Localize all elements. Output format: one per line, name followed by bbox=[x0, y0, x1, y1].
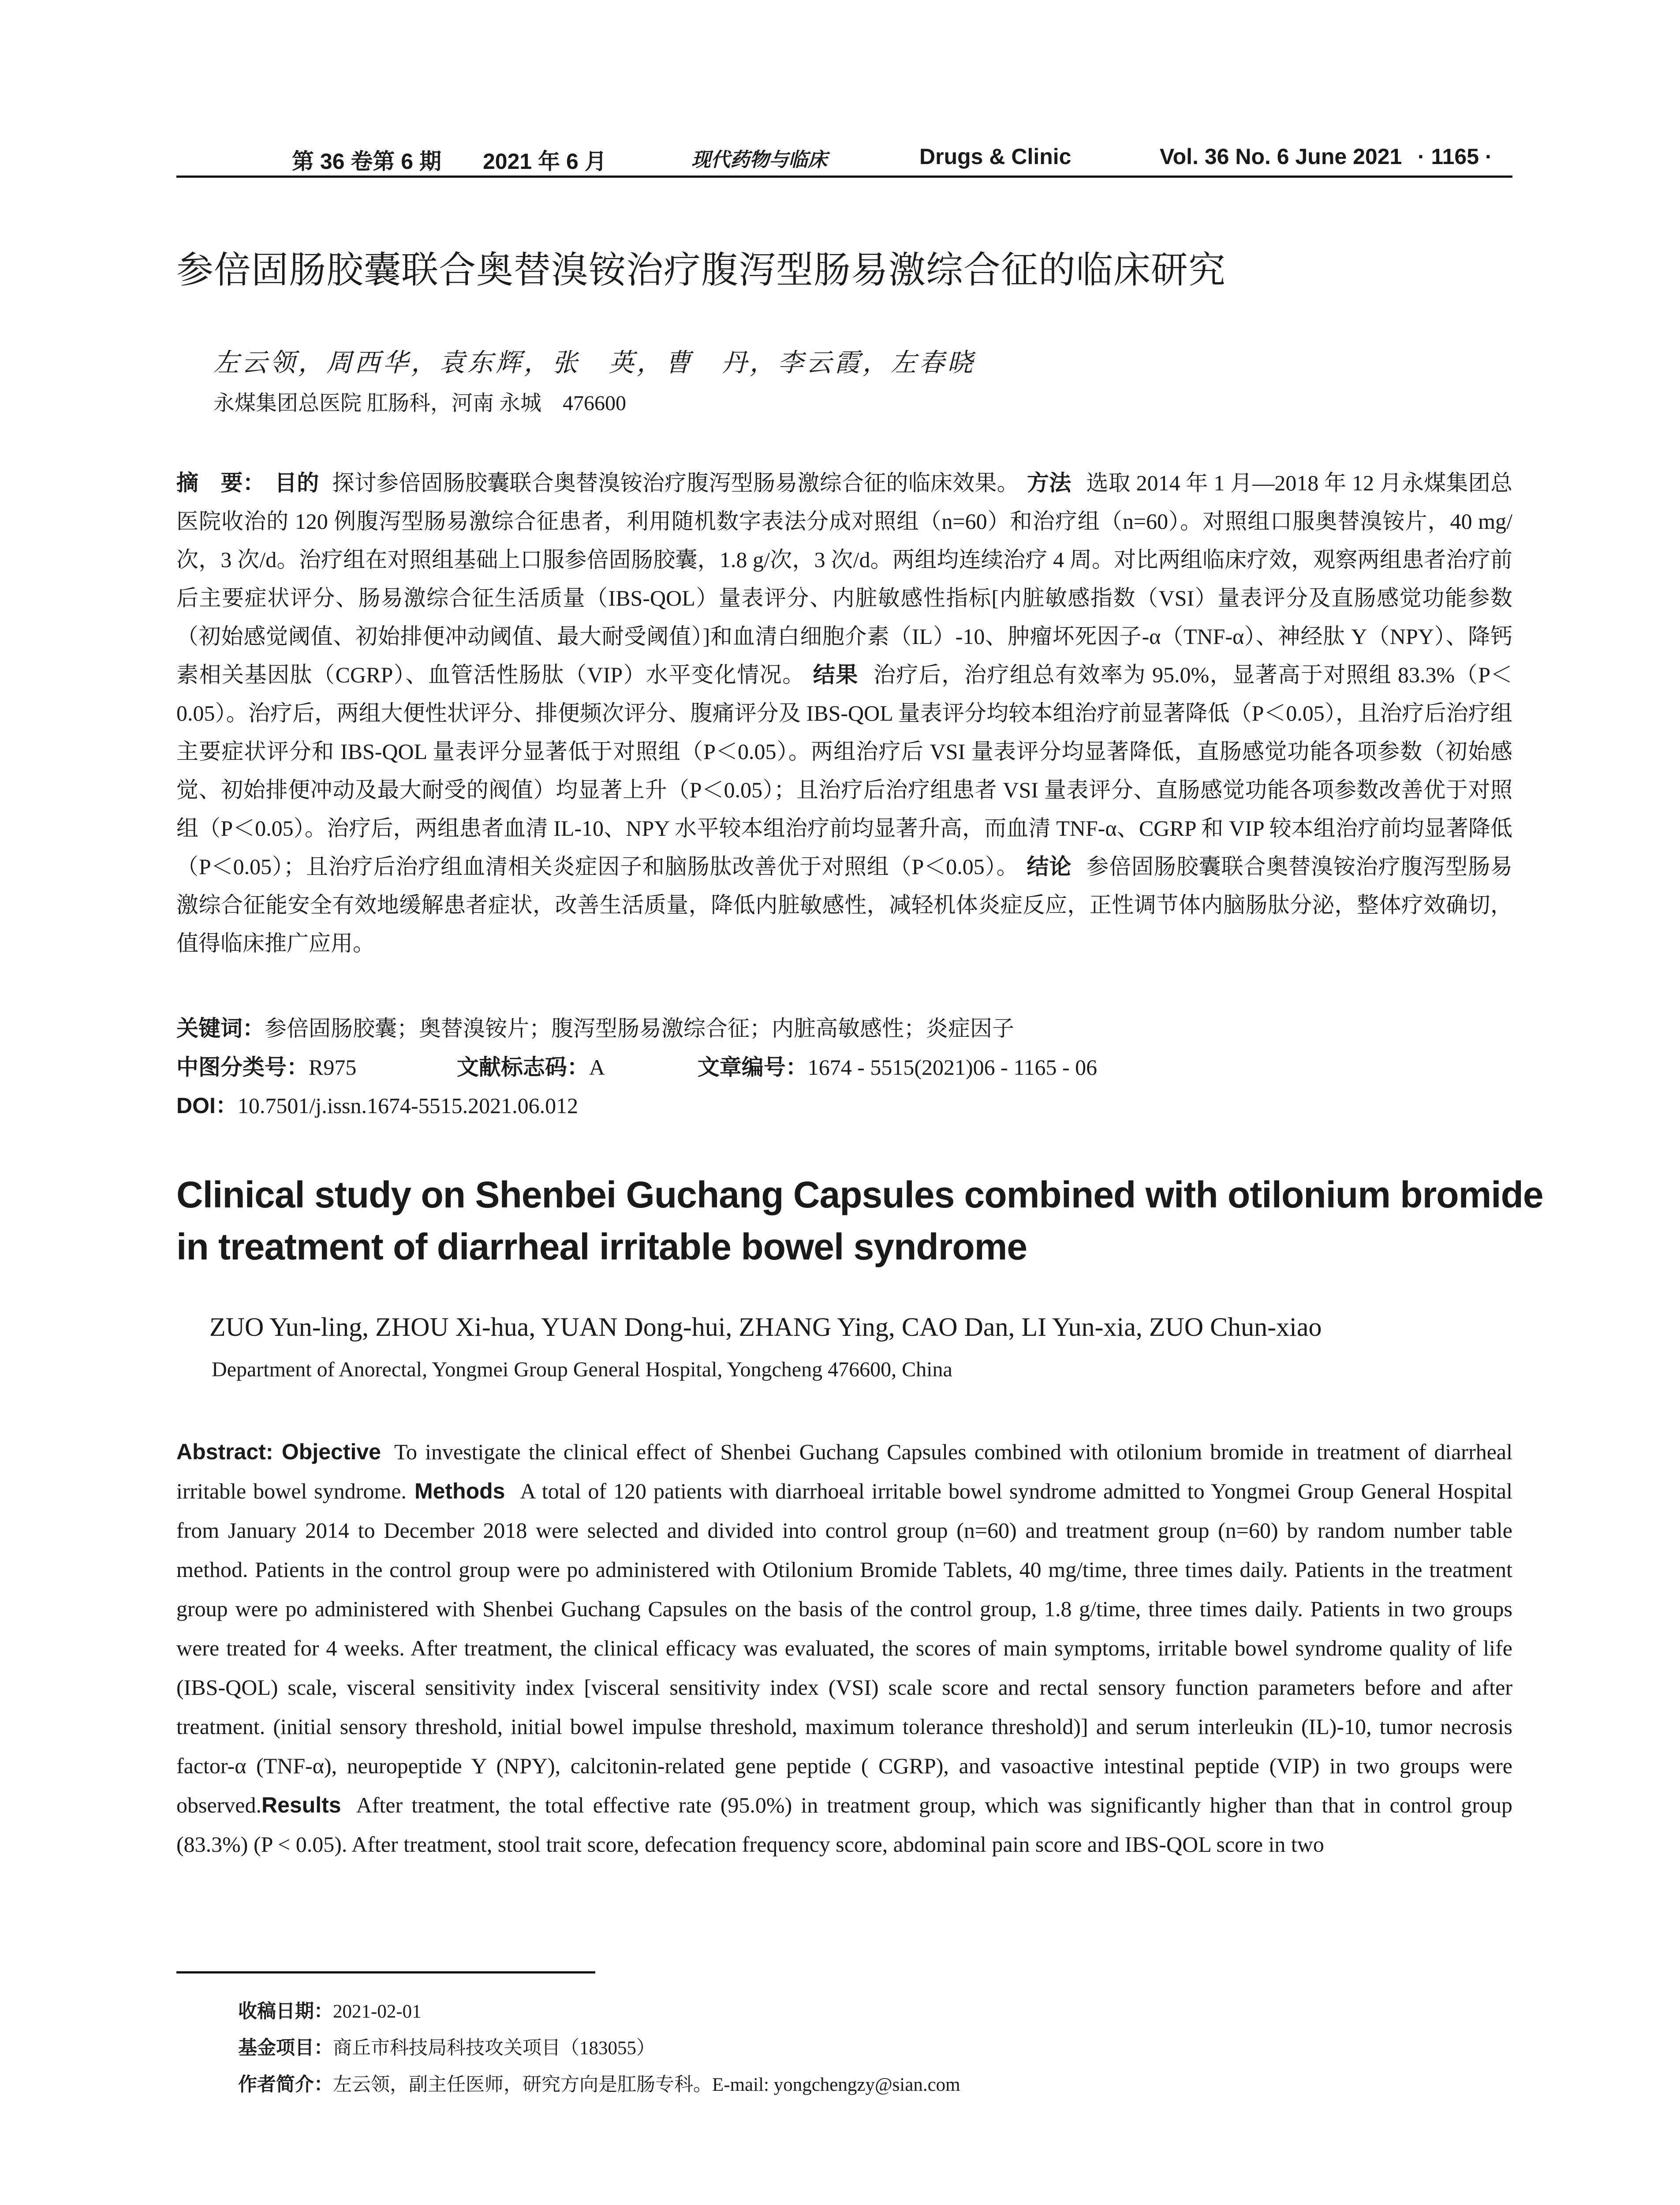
cn-keywords: 参倍固肠胶囊；奥替溴铵片；腹泻型肠易激综合征；内脏高敏感性；炎症因子 bbox=[265, 1016, 1014, 1041]
en-affiliation: Department of Anorectal, Yongmei Group General Hospital, Yongcheng 476600, China bbox=[212, 1358, 952, 1381]
cn-affiliation: 永煤集团总医院 肛肠科，河南 永城 476600 bbox=[213, 392, 627, 415]
author-bio-label: 作者简介： bbox=[238, 2074, 333, 2095]
received-label: 收稿日期： bbox=[238, 2001, 333, 2022]
en-authors: ZUO Yun-ling, ZHOU Xi-hua, YUAN Dong-hui, ZHANG Ying, CAO Dan, LI Yun-xia, ZUO Chun-xiao bbox=[209, 1312, 1322, 1342]
cn-keywords-line bbox=[176, 1011, 1014, 1043]
doi-value: 10.7501/j.issn.1674-5515.2021.06.012 bbox=[237, 1093, 579, 1118]
en-methods-label: Methods bbox=[414, 1479, 505, 1503]
clc-label: 中图分类号： bbox=[176, 1055, 309, 1080]
footnote-fund bbox=[238, 2033, 655, 2060]
running-header bbox=[176, 140, 1512, 178]
en-abstract-label: Abstract: Objective bbox=[176, 1439, 381, 1464]
cn-methods-label: 方法 bbox=[1027, 471, 1071, 495]
cn-results-text: 治疗后，治疗组总有效率为 95.0%，显著高于对照组 83.3%（P＜0.05）。治疗后，两组大便性状评分、排便频次评分、腹痛评分及 IBS-QOL 量表评分均较本组治疗前显著降低（P＜0.05），且治疗后治疗组主要症状评分和 IBS-QOL 量表评分显著低于对照组（P＜0.05）。两组治疗后 VSI 量表评分均显著降低，直肠感觉功能各项参数（初始感觉、初始排便冲动及最大耐受的阀值）均显著上升（P＜0.05）；且治疗后治疗组患者 VSI 量表评分、直肠感觉功能各项参数改善优于对照组（P＜0.05）。治疗后，两组患者血清 IL-10、NPY 水平较本组治疗前均显著升高，而血清 TNF-α、CGRP 和 VIP 较本组治疗前均显著降低（P＜0.05）；且治疗后治疗组血清相关炎症因子和脑肠肽改善优于对照组（P＜0.05）。 bbox=[176, 662, 1513, 879]
en-methods-text: A total of 120 patients with diarrhoeal irritable bowel syndrome admitted to Yongmei Group General Hospital from January 2014 to December 2018 were selected and divided into control group (n=60) and treatment group (n=60) by random number table method. Patients in the control group were po administered with Otilonium Bromide Tablets, 40 mg/time, three times daily. Patients in the treatment group were po administered with Shenbei Guchang Capsules on the basis of the control group, 1.8 g/time, three times daily. Patients in two groups were treated for 4 weeks. After treatment, the clinical efficacy was evaluated, the scores of main symptoms, irritable bowel syndrome quality of life (IBS-QOL) scale, visceral sensitivity index [visceral sensitivity index (VSI) scale score and rectal sensory function parameters before and after treatment. (initial sensory threshold, initial bowel impulse threshold, maximum tolerance threshold)] and serum interleukin (IL)-10, tumor necrosis factor-α (TNF-α), neuropeptide Y (NPY), calcitonin-related gene peptide ( CGRP), and vasoactive intestinal peptide (VIP) in two groups were observed. bbox=[176, 1479, 1513, 1817]
cn-conclusion-label: 结论 bbox=[1027, 854, 1072, 879]
cn-authors: 左云领，周西华，袁东辉，张 英，曹 丹，李云霞，左春晓 bbox=[213, 348, 976, 377]
en-abstract bbox=[176, 1432, 1512, 1864]
doc-code-label: 文献标志码： bbox=[456, 1055, 589, 1080]
header-date-cn: 2021 年 6 月 bbox=[483, 149, 607, 174]
header-journal-cn: 现代药物与临床 bbox=[691, 149, 827, 171]
header-page-number: · 1165 · bbox=[1418, 144, 1493, 169]
en-title: Clinical study on Shenbei Guchang Capsules combined with otilonium bromide in treatment of diarrheal irritable bowel syndrome bbox=[176, 1174, 1543, 1267]
en-objective-text: To investigate the clinical effect of Shenbei Guchang Capsules combined with otilonium bromide in treatment of diarrheal irritable bowel syndrome. bbox=[176, 1439, 1512, 1503]
footnote-received bbox=[238, 1996, 422, 2023]
cn-abstract-label: 摘 要： bbox=[176, 471, 265, 495]
footnote-author bbox=[238, 2070, 960, 2097]
cn-objective-label: 目的 bbox=[274, 471, 319, 495]
cn-title: 参倍固肠胶囊联合奥替溴铵治疗腹泻型肠易激综合征的临床研究 bbox=[176, 249, 1226, 291]
clc-value: R975 bbox=[309, 1055, 357, 1080]
cn-conclusion-text: 参倍固肠胶囊联合奥替溴铵治疗腹泻型肠易激综合征能安全有效地缓解患者症状，改善生活质量，降低内脏敏感性，减轻机体炎症反应，正性调节体内脑肠肽分泌，整体疗效确切，值得临床推广应用。 bbox=[176, 854, 1513, 956]
author-bio: 左云领，副主任医师，研究方向是肛肠专科。E-mail: yongchengzy@sian.com bbox=[333, 2074, 960, 2095]
cn-objective-text: 探讨参倍固肠胶囊联合奥替溴铵治疗腹泻型肠易激综合征的临床效果。 bbox=[332, 471, 1019, 495]
cn-methods-text: 选取 2014 年 1 月—2018 年 12 月永煤集团总医院收治的 120 例腹泻型肠易激综合征患者，利用随机数字表法分成对照组（n=60）和治疗组（n=60）。对照组口服奥替溴铵片，40 mg/次，3 次/d。治疗组在对照组基础上口服参倍固肠胶囊，1.8 g/次，3 次/d。两组均连续治疗 4 周。对比两组临床疗效，观察两组患者治疗前后主要症状评分、肠易激综合征生活质量（IBS-QOL）量表评分、内脏敏感性指标[内脏敏感指数（VSI）量表评分及直肠感觉功能参数（初始感觉阈值、初始排便冲动阈值、最大耐受阈值）]和血清白细胞介素（IL）-10、肿瘤坏死因子-α（TNF-α）、神经肽 Y（NPY）、降钙素相关基因肽（CGRP）、血管活性肠肽（VIP）水平变化情况。 bbox=[176, 471, 1513, 687]
received-date: 2021-02-01 bbox=[333, 2001, 422, 2022]
article-no-label: 文章编号： bbox=[697, 1055, 808, 1080]
header-volume-en: Vol. 36 No. 6 June 2021 bbox=[1160, 144, 1402, 169]
header-journal-en: Drugs & Clinic bbox=[919, 144, 1071, 169]
doc-code-value: A bbox=[589, 1055, 604, 1080]
header-volume-cn: 第 36 卷第 6 期 bbox=[292, 149, 441, 174]
doi-label: DOI： bbox=[176, 1093, 238, 1118]
cn-abstract bbox=[176, 464, 1512, 963]
fund-label: 基金项目： bbox=[238, 2037, 333, 2059]
fund-value: 商丘市科技局科技攻关项目（183055） bbox=[333, 2038, 655, 2059]
doi-line bbox=[176, 1088, 578, 1120]
en-results-label: Results bbox=[261, 1793, 341, 1817]
cn-results-label: 结果 bbox=[813, 662, 859, 687]
en-results-text: After treatment, the total effective rate (95.0%) in treatment group, which was significantly higher than that in control group (83.3%) (P < 0.05). After treatment, stool trait score, defecation frequency score, abdominal pain score and IBS-QOL score in two bbox=[176, 1793, 1512, 1857]
cn-keywords-label: 关键词： bbox=[176, 1016, 265, 1041]
cn-classification-line bbox=[176, 1050, 1097, 1081]
footnote-rule bbox=[176, 1971, 595, 1973]
article-no-value: 1674 - 5515(2021)06 - 1165 - 06 bbox=[807, 1055, 1098, 1080]
